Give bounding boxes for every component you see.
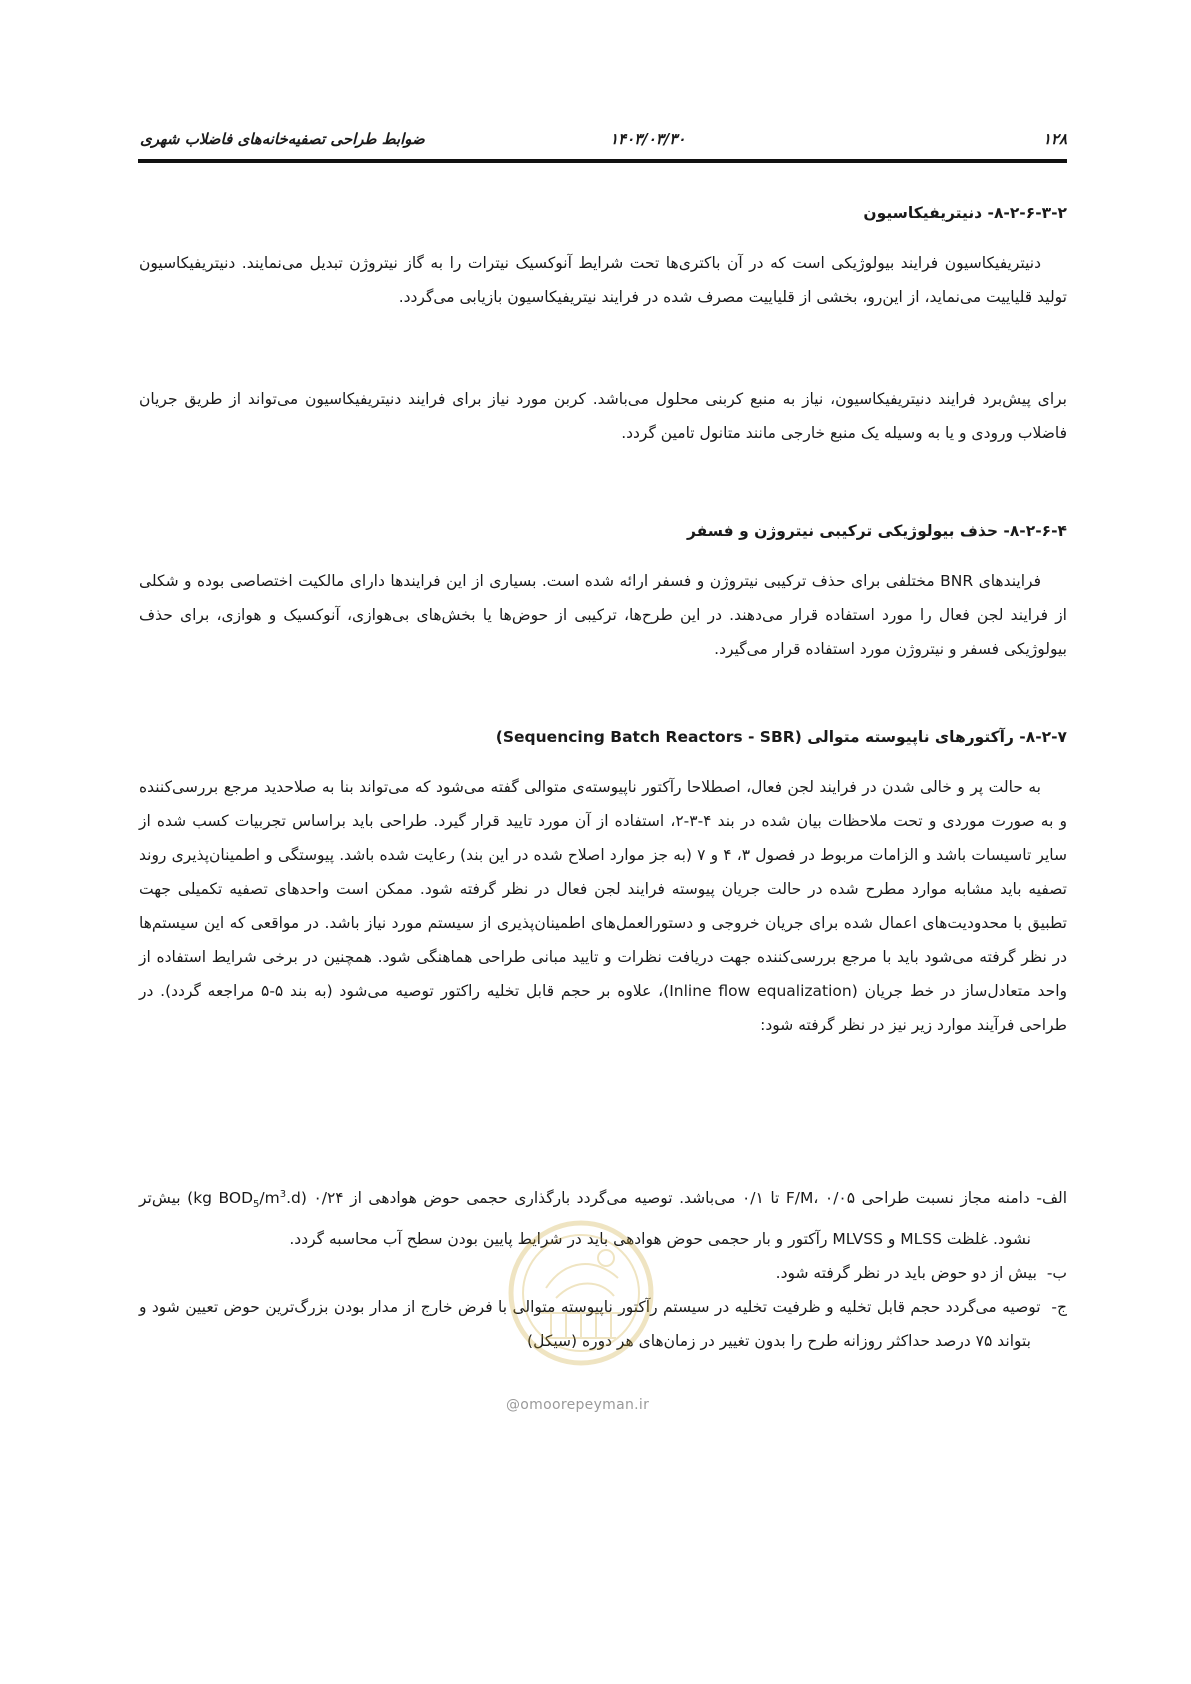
list-item-alef: الف- دامنه مجاز نسبت طراحی F/M، ۰/۰۵ تا ۰/۱ می‌باشد. توصیه می‌گردد بارگذاری حجمی حوض هوادهی از ۰/۲۴ (kg $BOD_5/m^3.d$) بیش‌تر نشود. غلظت MLSS و MLVSS رآکتور و بار حجمی حوض هوادهی باید در شرایط پایین بودن سطح آب محاسبه گردد.	[139, 1189, 1068, 1249]
list-item-be: ب- بیش از دو حوض باید در نظر گرفته شود.	[775, 1264, 1067, 1283]
running-header	[140, 130, 1067, 156]
paragraph-sbr: به حالت پر و خالی شدن در فرایند لجن فعال، اصطلاحا رآکتور ناپیوسته‌ی متوالی گفته می‌شود که می‌تواند بنا به صلاحدید مرجع بررسی‌کننده و به صورت موردی و تحت ملاحظات بیان شده در بند ۴-۳-۲، استفاده از آن مورد تایید قرار گیرد. طراحی باید براساس تجربیات کسب شده از سایر تاسیسات باشد و الزامات مربوط در فصول ۳، ۴ و ۷ (به جز موارد اصلاح شده در این بند) رعایت شده باشد. پیوستگی و اطمینان‌پذیری روند تصفیه باید مشابه موارد مطرح شده در حالت جریان پیوسته فرایند لجن فعال در نظر گرفته شود. ممکن است واحدهای تصفیه تکمیلی جهت تطبیق با محدودیت‌های اعمال شده برای جریان خروجی و دستورالعمل‌های اطمینان‌پذیری از سیستم مورد نیاز باشد. در مواقعی که این سیستم‌ها در نظر گرفته می‌شود باید با مرجع بررسی‌کننده جهت دریافت نظرات و تایید مبانی طراحی هماهنگی شود. همچنین در برخی شرایط استفاده از واحد متعادل‌ساز در خط جریان (Inline flow equalization)، علاوه بر حجم قابل تخلیه راکتور توصیه می‌شود (به بند ۵-۵ مراجعه گردد). در طراحی فرآیند موارد زیر نیز در نظر گرفته شود:	[139, 778, 1068, 1034]
header-title: ضوابط طراحی تصفیه‌خانه‌های فاضلاب شهری	[140, 130, 425, 148]
unit-expression: (kg $BOD_5/m^3.d$)	[187, 1189, 307, 1211]
paragraph-denitrification-1: دنیتریفیکاسیون فرایند بیولوژیکی است که در آن باکتری‌ها تحت شرایط آنوکسیک نیترات را به گاز نیتروژن تبدیل می‌نمایند. دنیتریفیکاسیون تولید قلیاییت می‌نماید، از این‌رو، بخشی از قلیاییت مصرف شده در فرایند نیتریفیکاسیون بازیابی می‌گردد.	[139, 254, 1067, 306]
header-date: ۱۴۰۳/۰۳/۳۰	[610, 130, 686, 148]
paragraph-denitrification-2: برای پیش‌برد فرایند دنیتریفیکاسیون، نیاز به منبع کربنی محلول می‌باشد. کربن مورد نیاز برای فرایند دنیتریفیکاسیون می‌تواند از طریق جریان فاضلاب ورودی و یا به وسیله یک منبع خارجی مانند متانول تامین گردد.	[139, 390, 1067, 442]
watermark-seal-icon	[506, 1218, 656, 1368]
list-label: ب-	[1046, 1264, 1067, 1283]
paragraph-bnr: فرایندهای BNR مختلفی برای حذف ترکیبی نیتروژن و فسفر ارائه شده است. بسیاری از این فرایندها دارای مالکیت اختصاصی بوده و شکلی از فرایند لجن فعال را مورد استفاده قرار می‌دهند. در این طرح‌ها، ترکیبی از حوض‌ها یا بخش‌های بی‌هوازی، آنوکسیک و هوازی، برای حذف بیولوژیکی فسفر و نیتروژن مورد استفاده قرار می‌گیرد.	[139, 572, 1067, 658]
header-rule	[138, 159, 1067, 163]
page-number: ۱۲۸	[1042, 130, 1067, 148]
list-label: ج-	[1051, 1298, 1067, 1317]
watermark-url: @omoorepeyman.ir	[506, 1397, 650, 1413]
heading-sbr: ۸-۲-۷- رآکتورهای ناپیوسته متوالی (Sequencing Batch Reactors - SBR)	[495, 728, 1067, 746]
heading-denitrification: ۸-۲-۶-۳-۲- دنیتریفیکاسیون	[863, 204, 1067, 222]
list-item-jim: ج- توصیه می‌گردد حجم قابل تخلیه و ظرفیت تخلیه در سیستم رآکتور ناپیوسته متوالی با فرض خارج از مدار بودن بزرگ‌ترین حوض تعیین شود و بتواند ۷۵ درصد حداکثر روزانه طرح را بدون تغییر در زمان‌های هر دوره (سیکل)	[139, 1298, 1067, 1351]
list-label: الف-	[1036, 1189, 1068, 1208]
heading-bnr: ۸-۲-۶-۴- حذف بیولوژیکی ترکیبی نیتروژن و فسفر	[686, 522, 1067, 540]
